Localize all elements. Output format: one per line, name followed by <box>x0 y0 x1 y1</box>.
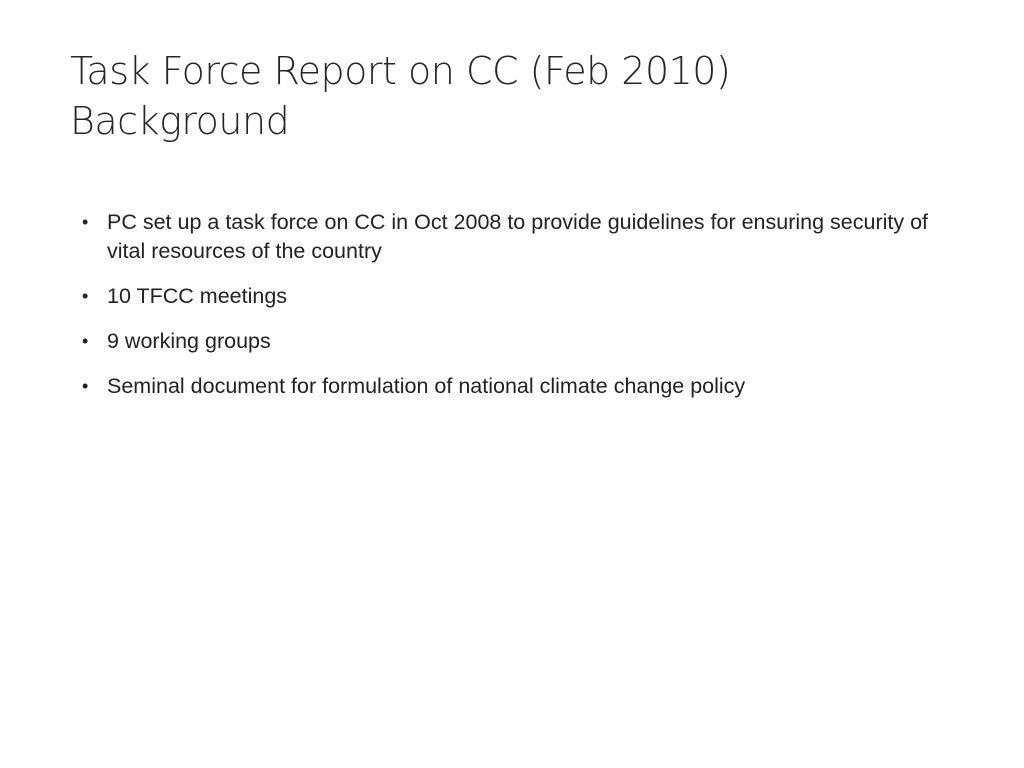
slide-title-line-2: Background <box>70 99 290 143</box>
bullet-icon: • <box>82 212 89 232</box>
bullet-text: 9 working groups <box>107 329 271 353</box>
bullet-text: 10 TFCC meetings <box>107 284 288 308</box>
bullet-item <box>80 208 960 266</box>
bullet-item <box>80 282 960 311</box>
bullet-item <box>80 372 960 401</box>
bullet-icon: • <box>82 286 89 306</box>
bullet-list <box>80 208 960 417</box>
bullet-text: PC set up a task force on CC in Oct 2008 to provide guidelines for ensuring security of vital resources of the country <box>107 210 929 263</box>
bullet-icon: • <box>82 331 89 351</box>
bullet-icon: • <box>82 376 89 396</box>
bullet-item <box>80 327 960 356</box>
slide-title <box>70 46 970 146</box>
bullet-text: Seminal document for formulation of national climate change policy <box>107 374 746 398</box>
slide-title-line-1: Task Force Report on CC (Feb 2010) <box>70 49 731 93</box>
